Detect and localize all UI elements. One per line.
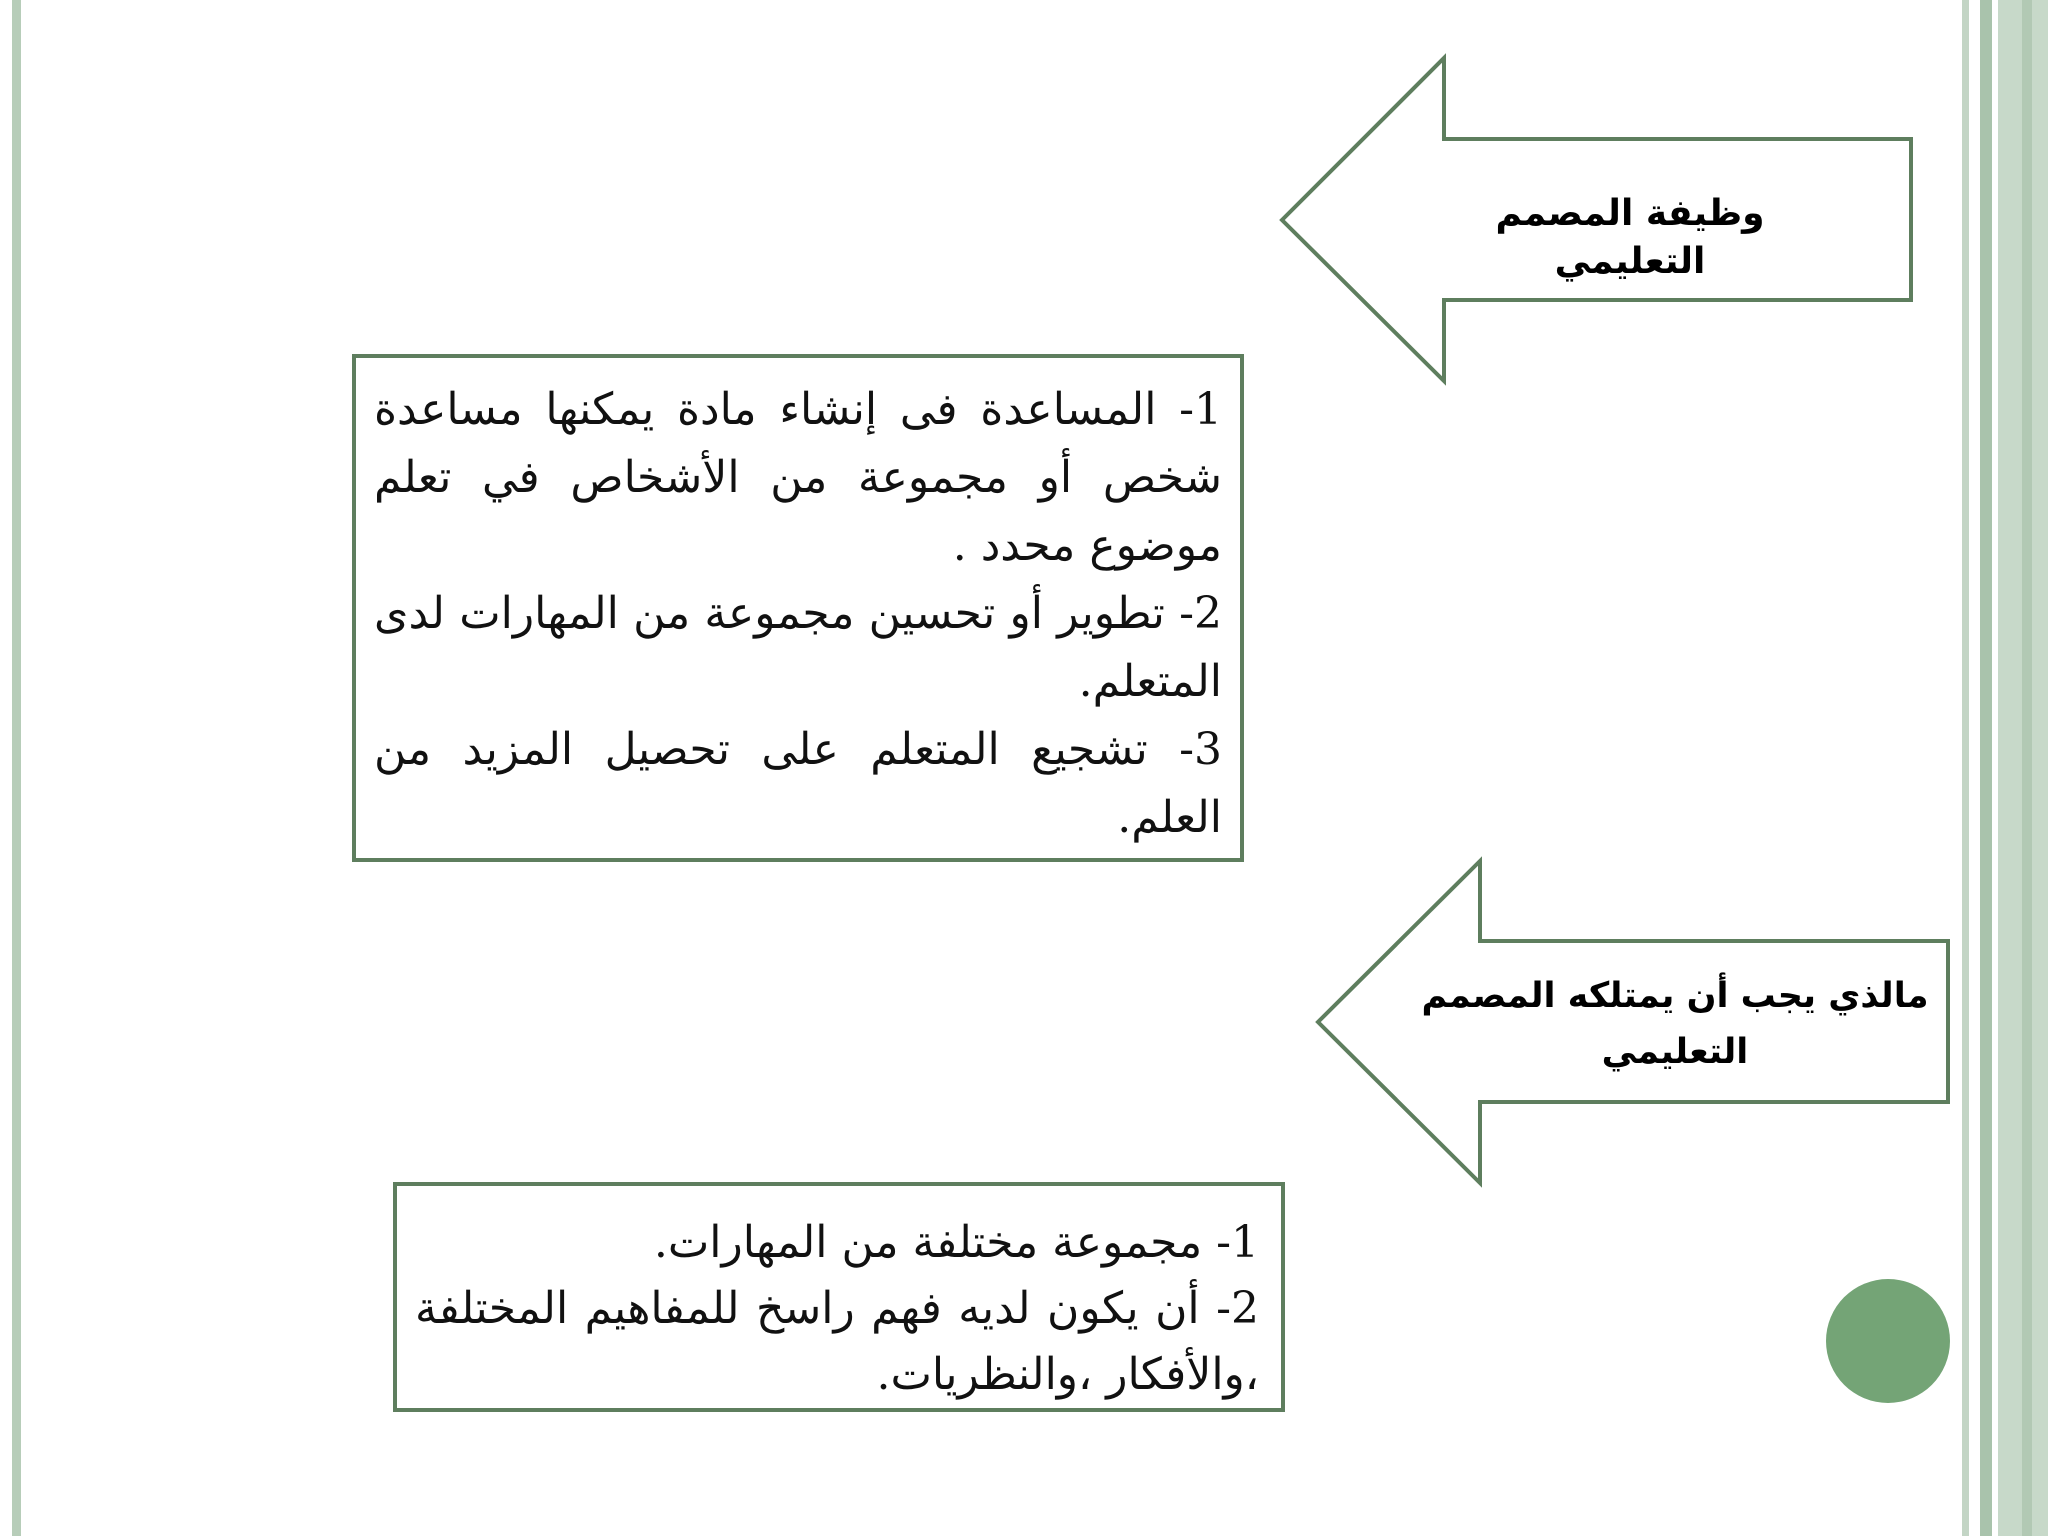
list-item: 1- المساعدة فى إنشاء مادة يمكنها مساعدة شخص أو مجموعة من الأشخاص في تعلم موضوع محدد . [374, 384, 1222, 571]
designer-role-list-box [352, 354, 1244, 862]
list-item: 2- أن يكون لديه فهم راسخ للمفاهيم المختلفة ،والأفكار ،والنظريات. [415, 1283, 1259, 1400]
decorative-circle [1826, 1279, 1950, 1403]
arrow-title-designer-requirements: مالذي يجب أن يمتلكه المصمم التعليمي [1421, 976, 1929, 1072]
list-item: 1- مجموعة مختلفة من المهارات. [653, 1217, 1259, 1268]
arrow-title-designer-role: وظيفة المصمم التعليمي [1495, 193, 1765, 282]
designer-requirements-list-box [393, 1182, 1285, 1412]
list-item: 3- تشجيع المتعلم على تحصيل المزيد من العلم. [374, 724, 1222, 843]
list-item: 2- تطوير أو تحسين مجموعة من المهارات لدى المتعلم. [374, 588, 1222, 707]
